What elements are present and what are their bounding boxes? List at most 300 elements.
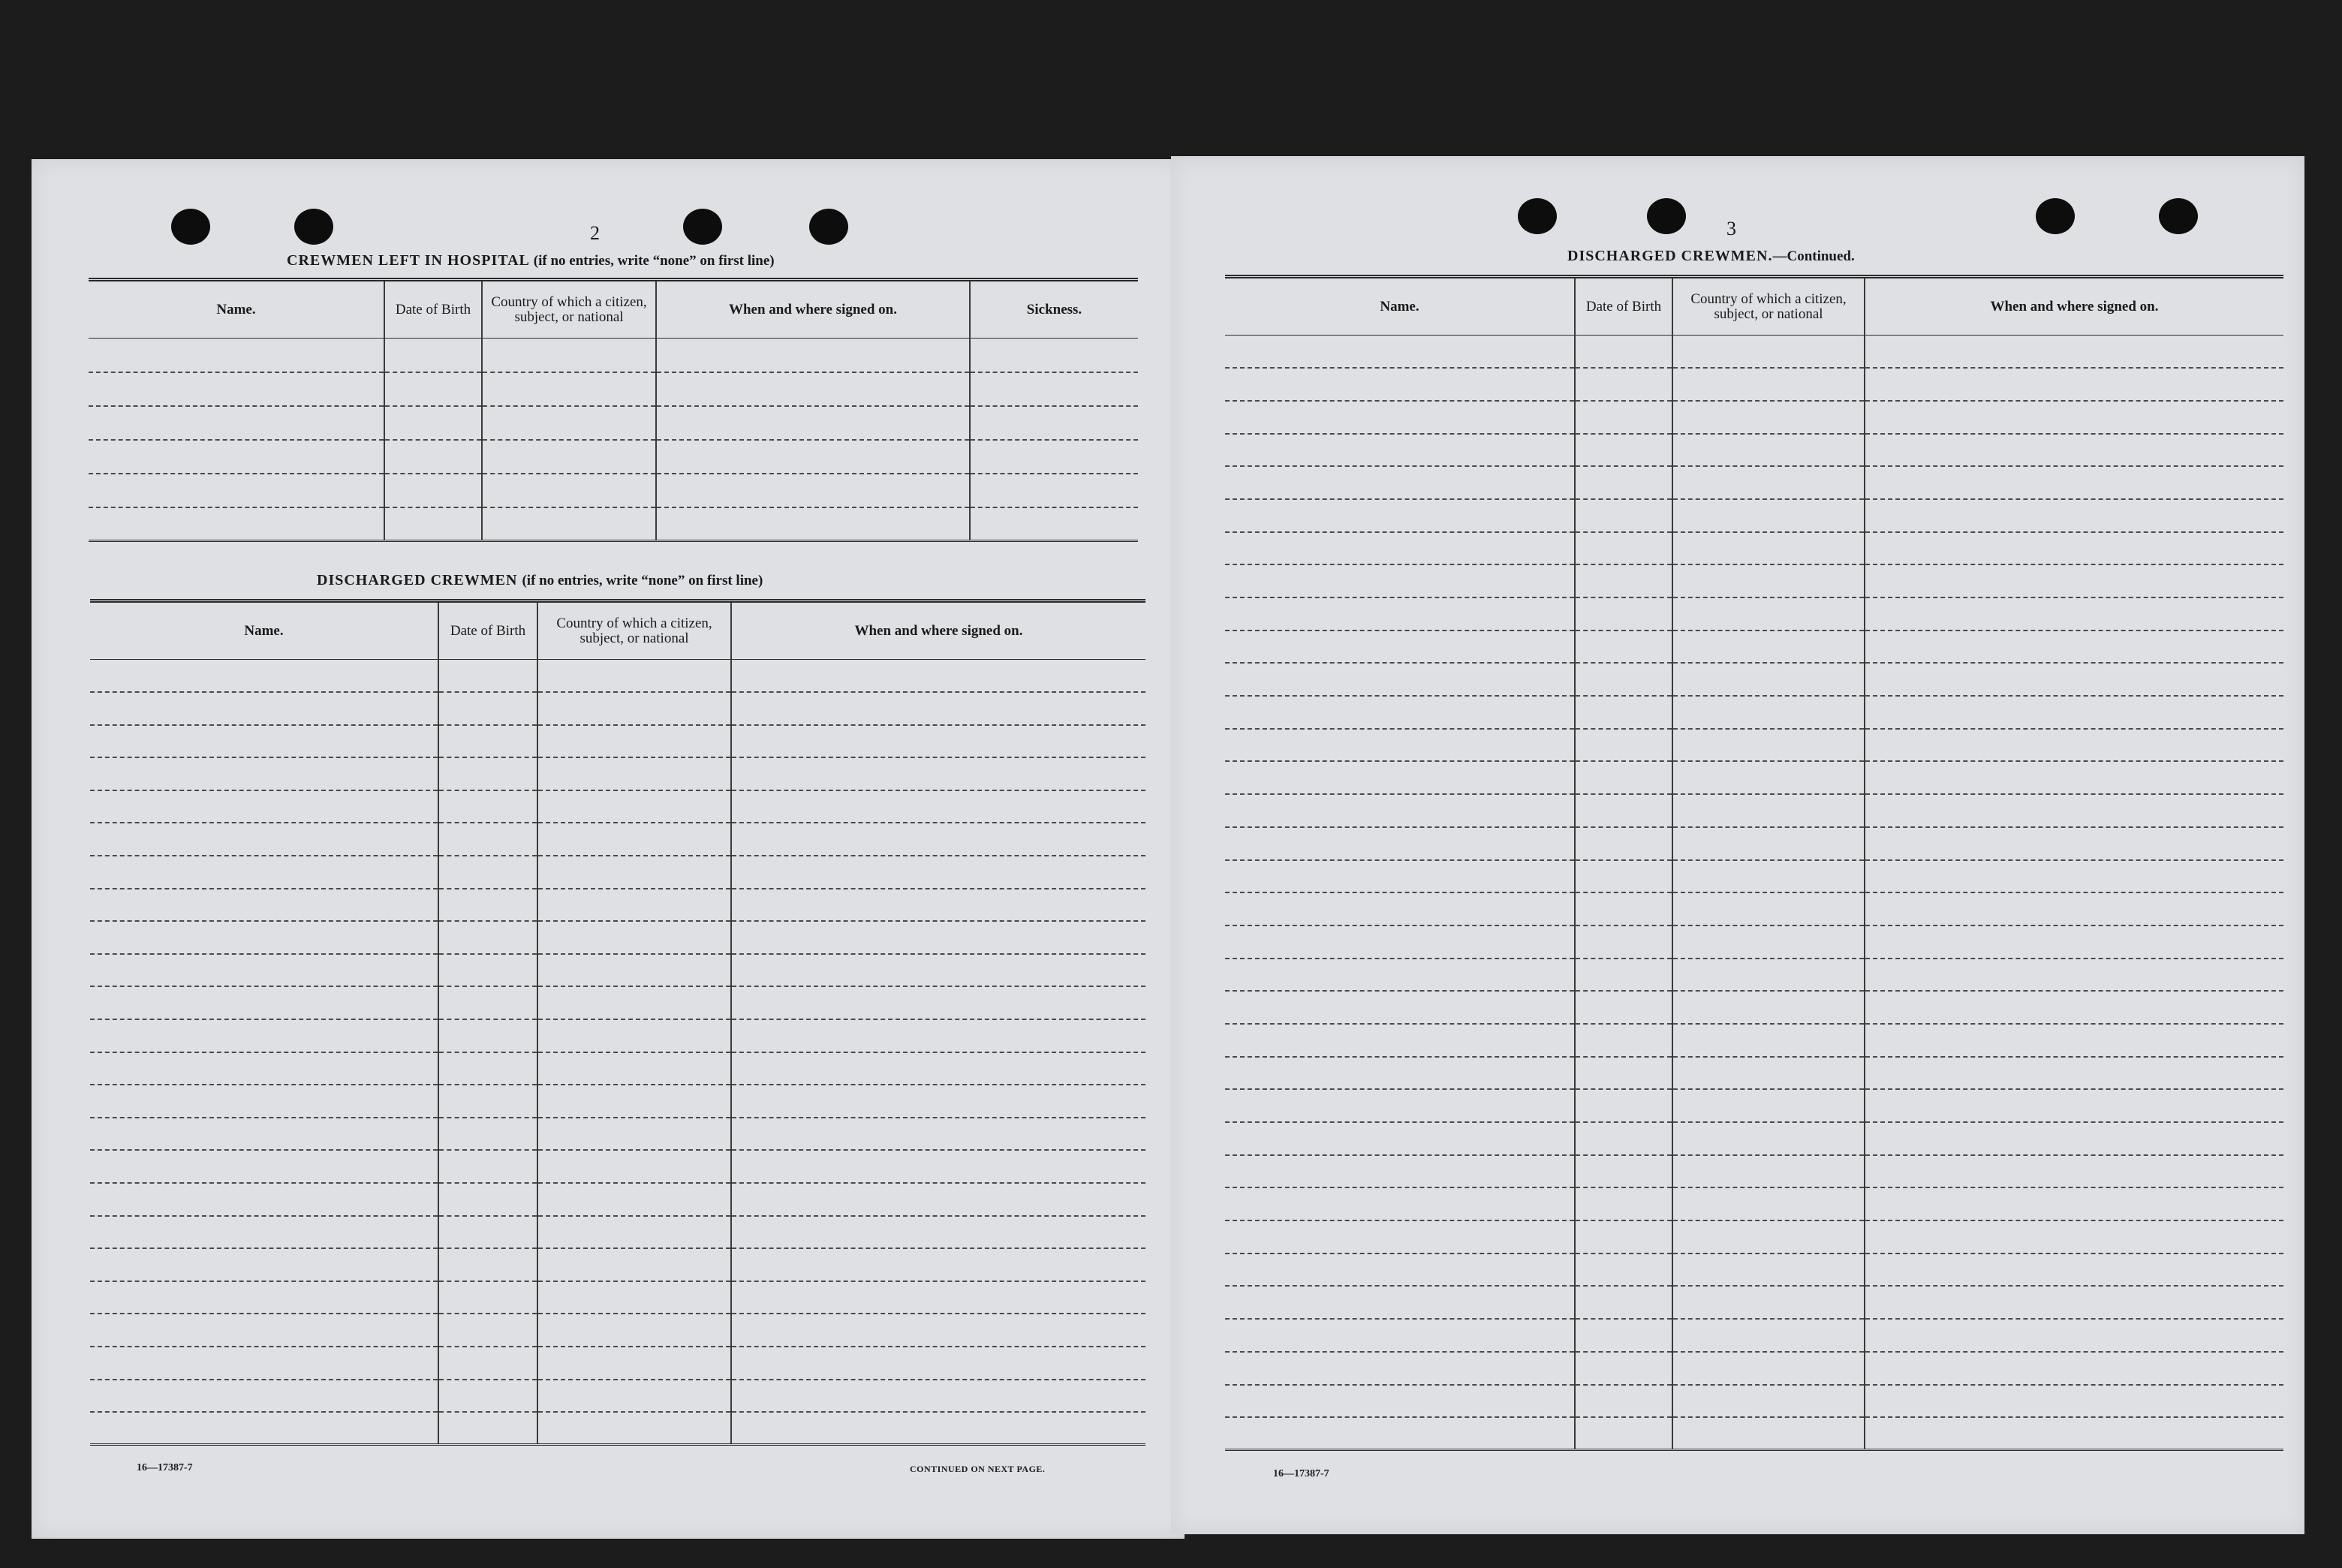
table-cell — [1575, 499, 1672, 532]
punch-hole — [809, 209, 848, 245]
table-row — [1225, 466, 2283, 499]
table-cell — [1575, 827, 1672, 860]
table-cell — [537, 692, 731, 725]
table-cell — [1225, 1155, 1575, 1188]
table-cell — [438, 725, 537, 758]
table-cell — [1575, 663, 1672, 696]
table-row — [90, 757, 1145, 790]
table-cell — [1865, 564, 2283, 597]
table-cell — [90, 1281, 438, 1314]
table-cell — [90, 889, 438, 922]
table-cell — [1672, 434, 1865, 467]
table-cell — [1575, 1352, 1672, 1385]
table-cell — [1865, 925, 2283, 959]
table-cell — [1865, 1220, 2283, 1253]
table-cell — [1672, 1220, 1865, 1253]
table-row — [90, 1052, 1145, 1085]
table-cell — [1575, 794, 1672, 827]
table-cell — [1575, 991, 1672, 1024]
table-row — [89, 507, 1138, 541]
table-cell — [1575, 401, 1672, 434]
table-cell — [438, 660, 537, 693]
table-cell — [90, 757, 438, 790]
table-cell — [1672, 1385, 1865, 1418]
col-country: Country of which a citizen, subject, or national — [537, 601, 731, 660]
table-row — [90, 725, 1145, 758]
table-cell — [90, 1085, 438, 1118]
table-cell — [1865, 631, 2283, 664]
table-cell — [438, 1052, 537, 1085]
table-row — [1225, 631, 2283, 664]
table-row — [1225, 827, 2283, 860]
table-row — [1225, 663, 2283, 696]
table-cell — [1672, 827, 1865, 860]
table-cell — [1225, 466, 1575, 499]
table-cell — [1225, 663, 1575, 696]
table-cell — [1575, 1155, 1672, 1188]
table-cell — [384, 339, 482, 372]
table-cell — [731, 1183, 1145, 1216]
table-cell — [1865, 729, 2283, 762]
table-cell — [970, 440, 1138, 474]
table-cell — [656, 507, 970, 541]
table-cell — [1865, 532, 2283, 565]
table-cell — [90, 1248, 438, 1281]
table-row — [90, 1019, 1145, 1052]
table-cell — [1575, 1319, 1672, 1352]
table-cell — [970, 339, 1138, 372]
table-cell — [1672, 466, 1865, 499]
table-cell — [384, 440, 482, 474]
table-cell — [1865, 1024, 2283, 1057]
table-cell — [438, 1216, 537, 1249]
table-cell — [731, 1314, 1145, 1347]
table-cell — [1672, 761, 1865, 794]
table-cell — [1575, 729, 1672, 762]
table-cell — [90, 1347, 438, 1380]
discharged-section-title: DISCHARGED CREWMEN (if no entries, write “none” on first line) — [317, 572, 763, 588]
table-cell — [90, 1150, 438, 1183]
table-cell — [537, 660, 731, 693]
table-row — [1225, 401, 2283, 434]
table-cell — [1865, 794, 2283, 827]
table-cell — [1672, 1089, 1865, 1122]
col-signed-on: When and where signed on. — [1865, 277, 2283, 336]
table-cell — [90, 1019, 438, 1052]
table-row — [1225, 1286, 2283, 1319]
table-cell — [656, 406, 970, 440]
table-cell — [537, 1052, 731, 1085]
table-cell — [1225, 827, 1575, 860]
table-cell — [731, 1380, 1145, 1413]
col-name: Name. — [89, 280, 384, 339]
table-cell — [537, 986, 731, 1019]
table-cell — [1672, 729, 1865, 762]
table-cell — [537, 856, 731, 889]
table-row — [1225, 991, 2283, 1024]
table-cell — [1672, 794, 1865, 827]
table-row — [1225, 892, 2283, 925]
table-cell — [537, 757, 731, 790]
table-cell — [537, 1380, 731, 1413]
table-cell — [1672, 401, 1865, 434]
table-cell — [537, 823, 731, 856]
table-cell — [1672, 1122, 1865, 1155]
table-cell — [1672, 892, 1865, 925]
table-row — [1225, 959, 2283, 992]
table-cell — [1225, 1319, 1575, 1352]
table-cell — [482, 372, 656, 406]
table-cell — [90, 692, 438, 725]
table-cell — [1672, 1187, 1865, 1220]
table-row — [1225, 1417, 2283, 1450]
table-cell — [1865, 401, 2283, 434]
col-sickness: Sickness. — [970, 280, 1138, 339]
table-cell — [1865, 1057, 2283, 1090]
table-cell — [1672, 1024, 1865, 1057]
table-cell — [384, 406, 482, 440]
table-cell — [1225, 1187, 1575, 1220]
col-date-of-birth: Date of Birth — [438, 601, 537, 660]
table-cell — [1865, 1122, 2283, 1155]
table-cell — [537, 790, 731, 823]
table-cell — [537, 1183, 731, 1216]
table-cell — [1225, 860, 1575, 893]
table-row — [1225, 729, 2283, 762]
table-row — [1225, 860, 2283, 893]
table-row — [1225, 1253, 2283, 1287]
table-cell — [89, 507, 384, 541]
table-cell — [1225, 729, 1575, 762]
table-cell — [1672, 631, 1865, 664]
table-cell — [438, 1281, 537, 1314]
table-cell — [438, 1118, 537, 1151]
table-cell — [438, 1150, 537, 1183]
table-cell — [1672, 925, 1865, 959]
punch-hole — [2159, 198, 2198, 234]
table-cell — [1575, 336, 1672, 369]
table-cell — [438, 1380, 537, 1413]
table-cell — [384, 372, 482, 406]
table-cell — [1575, 892, 1672, 925]
table-cell — [1865, 1187, 2283, 1220]
hospital-section-title: CREWMEN LEFT IN HOSPITAL (if no entries, write “none” on first line) — [287, 252, 775, 269]
table-cell — [1672, 663, 1865, 696]
table-row — [1225, 434, 2283, 467]
table-cell — [438, 790, 537, 823]
table-cell — [537, 1019, 731, 1052]
form-code: 16—17387-7 — [137, 1462, 193, 1473]
table-cell — [438, 692, 537, 725]
table-row — [1225, 1220, 2283, 1253]
table-row — [1225, 696, 2283, 729]
table-row — [90, 660, 1145, 693]
table-cell — [1672, 336, 1865, 369]
table-cell — [482, 507, 656, 541]
table-cell — [1865, 1352, 2283, 1385]
table-cell — [1672, 1286, 1865, 1319]
table-row — [90, 1150, 1145, 1183]
table-cell — [90, 1216, 438, 1249]
table-row — [1225, 1385, 2283, 1418]
table-cell — [1575, 631, 1672, 664]
table-cell — [537, 1412, 731, 1445]
table-row — [1225, 597, 2283, 631]
table-cell — [970, 372, 1138, 406]
table-cell — [1575, 1122, 1672, 1155]
table-cell — [438, 823, 537, 856]
table-cell — [1225, 499, 1575, 532]
table-cell — [438, 921, 537, 954]
table-cell — [482, 474, 656, 507]
table-row — [90, 1314, 1145, 1347]
hospital-table — [89, 278, 1138, 542]
table-row — [1225, 1122, 2283, 1155]
table-cell — [438, 757, 537, 790]
table-cell — [1225, 925, 1575, 959]
table-cell — [656, 339, 970, 372]
table-cell — [1225, 1253, 1575, 1287]
table-cell — [384, 507, 482, 541]
table-cell — [1225, 1057, 1575, 1090]
table-cell — [1225, 761, 1575, 794]
table-cell — [1575, 860, 1672, 893]
table-cell — [731, 660, 1145, 693]
table-row — [1225, 532, 2283, 565]
table-cell — [1225, 434, 1575, 467]
punch-hole — [171, 209, 210, 245]
table-cell — [1865, 1089, 2283, 1122]
table-cell — [537, 1118, 731, 1151]
left-page — [32, 159, 1185, 1539]
table-cell — [1575, 925, 1672, 959]
table-cell — [731, 1281, 1145, 1314]
table-cell — [1672, 1352, 1865, 1385]
table-cell — [482, 440, 656, 474]
table-cell — [438, 1085, 537, 1118]
table-cell — [731, 856, 1145, 889]
table-cell — [1225, 564, 1575, 597]
table-cell — [90, 790, 438, 823]
table-cell — [1672, 991, 1865, 1024]
table-row — [1225, 794, 2283, 827]
table-cell — [1575, 1253, 1672, 1287]
table-cell — [537, 1150, 731, 1183]
col-name: Name. — [1225, 277, 1575, 336]
table-cell — [438, 1314, 537, 1347]
table-cell — [1575, 1220, 1672, 1253]
table-cell — [731, 1412, 1145, 1445]
table-row — [90, 954, 1145, 987]
table-cell — [1672, 564, 1865, 597]
table-cell — [731, 1150, 1145, 1183]
table-row — [1225, 1352, 2283, 1385]
table-cell — [438, 954, 537, 987]
table-cell — [1672, 1155, 1865, 1188]
discharged-continued-title: DISCHARGED CREWMEN.—Continued. — [1567, 248, 1855, 264]
table-cell — [384, 474, 482, 507]
table-cell — [731, 1347, 1145, 1380]
table-cell — [438, 1248, 537, 1281]
table-cell — [89, 474, 384, 507]
table-cell — [482, 406, 656, 440]
table-cell — [1575, 1089, 1672, 1122]
table-cell — [1575, 1417, 1672, 1450]
table-cell — [1575, 564, 1672, 597]
table-cell — [1865, 597, 2283, 631]
table-row — [90, 823, 1145, 856]
table-cell — [438, 1019, 537, 1052]
table-row — [90, 1347, 1145, 1380]
table-cell — [1672, 597, 1865, 631]
table-cell — [1672, 696, 1865, 729]
table-cell — [970, 406, 1138, 440]
table-row — [90, 1216, 1145, 1249]
table-cell — [656, 440, 970, 474]
table-cell — [1865, 991, 2283, 1024]
table-row — [1225, 1319, 2283, 1352]
table-cell — [89, 440, 384, 474]
table-cell — [731, 692, 1145, 725]
table-cell — [1865, 959, 2283, 992]
table-cell — [1672, 1319, 1865, 1352]
discharged-continued-table — [1225, 275, 2283, 1451]
table-row — [1225, 1057, 2283, 1090]
table-cell — [1865, 499, 2283, 532]
table-cell — [1225, 1089, 1575, 1122]
table-row — [1225, 368, 2283, 401]
table-cell — [537, 1248, 731, 1281]
col-country: Country of which a citizen, subject, or national — [482, 280, 656, 339]
table-row — [1225, 925, 2283, 959]
punch-hole — [294, 209, 333, 245]
table-cell — [537, 921, 731, 954]
table-cell — [731, 954, 1145, 987]
continued-note: CONTINUED ON NEXT PAGE. — [910, 1464, 1046, 1474]
table-cell — [1225, 696, 1575, 729]
table-row — [90, 1248, 1145, 1281]
table-row — [89, 339, 1138, 372]
table-cell — [90, 856, 438, 889]
table-cell — [438, 856, 537, 889]
table-cell — [1575, 1286, 1672, 1319]
col-date-of-birth: Date of Birth — [384, 280, 482, 339]
table-cell — [89, 372, 384, 406]
table-row — [1225, 1024, 2283, 1057]
table-cell — [1575, 1057, 1672, 1090]
punch-hole — [1647, 198, 1686, 234]
table-row — [89, 406, 1138, 440]
table-cell — [1225, 1220, 1575, 1253]
table-cell — [1672, 1057, 1865, 1090]
discharged-table — [90, 599, 1145, 1446]
table-cell — [438, 1183, 537, 1216]
col-date-of-birth: Date of Birth — [1575, 277, 1672, 336]
table-cell — [1225, 597, 1575, 631]
table-cell — [90, 1052, 438, 1085]
table-cell — [1575, 761, 1672, 794]
punch-hole — [1518, 198, 1557, 234]
table-cell — [1575, 368, 1672, 401]
table-cell — [1225, 631, 1575, 664]
table-cell — [1865, 663, 2283, 696]
table-row — [1225, 499, 2283, 532]
table-cell — [731, 921, 1145, 954]
table-cell — [438, 986, 537, 1019]
col-name: Name. — [90, 601, 438, 660]
table-row — [90, 856, 1145, 889]
table-cell — [90, 1118, 438, 1151]
table-cell — [1865, 1417, 2283, 1450]
table-cell — [90, 660, 438, 693]
table-cell — [1865, 860, 2283, 893]
table-cell — [1575, 1187, 1672, 1220]
table-cell — [1865, 1155, 2283, 1188]
table-cell — [537, 1314, 731, 1347]
table-cell — [537, 1085, 731, 1118]
table-cell — [1575, 959, 1672, 992]
col-signed-on: When and where signed on. — [656, 280, 970, 339]
table-row — [90, 1183, 1145, 1216]
right-page — [1171, 156, 2304, 1534]
table-cell — [970, 507, 1138, 541]
table-cell — [1225, 959, 1575, 992]
punch-hole — [2036, 198, 2075, 234]
table-cell — [1225, 1352, 1575, 1385]
table-row — [1225, 564, 2283, 597]
table-cell — [90, 954, 438, 987]
table-cell — [537, 1347, 731, 1380]
table-cell — [1225, 794, 1575, 827]
table-cell — [537, 1216, 731, 1249]
table-cell — [1225, 368, 1575, 401]
table-cell — [731, 1019, 1145, 1052]
table-row — [90, 1412, 1145, 1445]
table-row — [1225, 1187, 2283, 1220]
table-cell — [90, 921, 438, 954]
table-cell — [1865, 336, 2283, 369]
table-cell — [1672, 532, 1865, 565]
table-cell — [1575, 532, 1672, 565]
table-cell — [731, 725, 1145, 758]
table-cell — [1575, 434, 1672, 467]
table-cell — [731, 1118, 1145, 1151]
col-signed-on: When and where signed on. — [731, 601, 1145, 660]
table-cell — [90, 1412, 438, 1445]
page-number: 2 — [590, 222, 600, 244]
table-row — [90, 889, 1145, 922]
table-row — [90, 921, 1145, 954]
table-cell — [1575, 466, 1672, 499]
table-cell — [731, 1216, 1145, 1249]
table-cell — [1865, 892, 2283, 925]
table-row — [90, 986, 1145, 1019]
table-cell — [1865, 466, 2283, 499]
table-cell — [656, 372, 970, 406]
table-cell — [1672, 499, 1865, 532]
table-cell — [89, 339, 384, 372]
table-cell — [438, 1412, 537, 1445]
table-cell — [537, 954, 731, 987]
table-row — [90, 692, 1145, 725]
table-row — [90, 790, 1145, 823]
table-cell — [482, 339, 656, 372]
table-row — [89, 372, 1138, 406]
table-cell — [438, 889, 537, 922]
table-cell — [1672, 368, 1865, 401]
table-row — [1225, 761, 2283, 794]
table-cell — [1225, 1122, 1575, 1155]
